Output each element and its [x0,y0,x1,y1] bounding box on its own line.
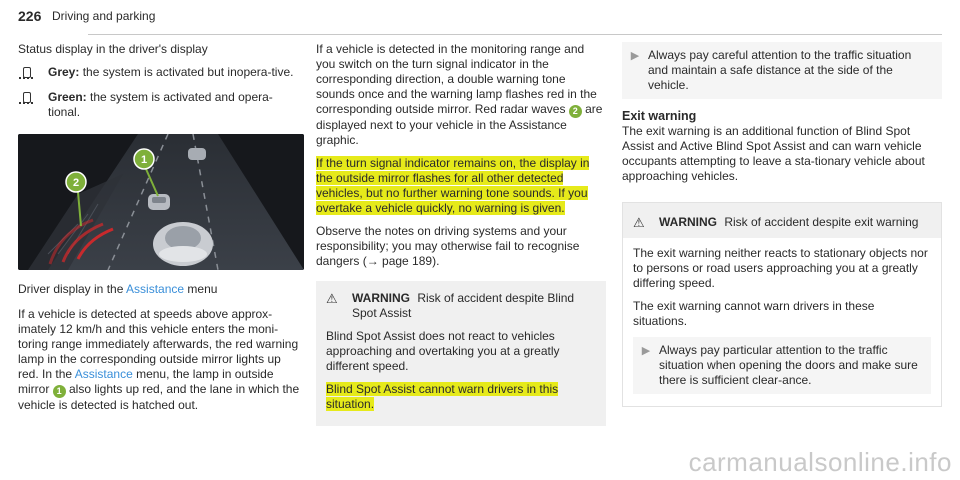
status-item-green [18,90,304,120]
detected-vehicle [148,194,170,210]
exit-warning-subtitle: Risk of accident despite exit warning [724,215,919,229]
highlight-text: If the turn signal indicator remains on, the display in the outside mirror flashes for all other detected vehicles, but no further warning tone sounds. If you overtake a vehicle quickly, no warning is given. [316,156,590,215]
turn-signal-text-a: If a vehicle is detected in the monitoring range and you switch on the turn signal indicator in the corresponding direction, a double warning tone sounds once and the warning lamp flashes red in the corresponding outside mirror. Red radar waves [316,42,597,116]
warning-triangle-icon: ⚠ [326,291,338,306]
bullet-arrow-icon: ▶ [630,50,640,62]
warning-subtitle: Risk of accident despite Blind Spot Assist [352,291,575,320]
status-label-green: Green: [48,90,87,104]
detection-text-b: menu, the lamp in outside mirror [18,367,274,396]
turn-signal-paragraph [316,42,606,148]
bullet-open-doors-text: Always pay particular attention to the traffic situation when opening the doors and make sure there is sufficient clear-ance. [659,343,918,387]
page-number: 226 [18,8,42,24]
status-text-grey: the system is activated but inopera-tive. [82,65,294,79]
caption-prefix: Driver display in the [18,282,127,296]
column-right [622,42,942,407]
blind-spot-car-icon [18,91,34,105]
caption-link-assistance[interactable]: Assistance [126,282,185,296]
page-header [18,4,942,34]
callout-badge-1: 1 [53,385,66,398]
callout-2 [66,172,86,192]
watermark: carmanualsonline.info [688,447,952,477]
warning-box-blind-spot [316,281,606,426]
exit-warning-body-2: The exit warning cannot warn drivers in these situations. [633,299,875,328]
exit-warning-description: The exit warning is an additional function of Blind Spot Assist and Active Blind Spot Assist and can warn vehicle occupants attempting to leave a sta-tionary vehicle about approaching vehicles. [622,124,925,183]
distant-vehicle [188,148,206,160]
status-item-grey [18,65,304,84]
column-left [18,42,304,421]
callout-1-label: 1 [140,154,148,166]
own-vehicle [153,222,213,266]
driver-display-illustration [18,134,304,270]
bullet-open-doors [633,337,931,394]
warning-box-exit [622,202,942,407]
exit-warning-body-1: The exit warning neither reacts to stationary objects nor to persons or road users approaching you at a greatly differing speed. [633,246,928,290]
detection-link-assistance[interactable]: Assistance [74,367,133,381]
detection-text-c: also lights up red, and the lane in which the vehicle is detected is hatched out. [18,382,300,412]
callout-1 [134,149,154,169]
figure-caption [18,282,304,297]
warning-triangle-icon: ⚠ [633,215,645,230]
driver-display-figure [18,134,304,270]
warning-header [326,291,596,321]
exit-warning-header [623,203,941,238]
turn-signal-text-b: are displayed next to your vehicle in the Assistance graphic. [316,102,603,147]
observe-notes-paragraph: Observe the notes on driving systems and your responsibility; you may otherwise fail to recognise dangers (→ page 189). [316,224,580,268]
bullet-safe-distance-text: Always pay careful attention to the traffic situation and maintain a safe distance at the side of the vehicle. [648,48,912,92]
header-divider [88,34,942,35]
exit-warning-content [623,238,941,406]
status-intro: Status display in the driver's display [18,42,208,56]
column-middle [316,42,606,426]
warning-title: WARNING [352,291,410,305]
callout-2-label: 2 [72,177,80,189]
exit-warning-title: WARNING [659,215,717,229]
detection-paragraph [18,307,304,413]
bullet-arrow-icon: ▶ [641,345,651,357]
callout-badge-2: 2 [569,105,582,118]
warning-body-text: Blind Spot Assist does not react to vehicles approaching and overtaking you at a greatly different speed. [326,329,560,373]
status-label-grey: Grey: [48,65,80,79]
section-title: Driving and parking [52,9,156,23]
warning-body [326,329,596,422]
warning-highlight-text: Blind Spot Assist cannot warn drivers in this situation. [326,382,559,411]
blind-spot-car-icon [18,66,34,80]
highlight-paragraph [316,156,606,216]
exit-warning-heading: Exit warning [622,109,697,123]
bullet-safe-distance [622,42,942,99]
detection-text-a: If a vehicle is detected at speeds above approx-imately 12 km/h and this vehicle enters the moni-toring range immediately afterwards, the red warning lamp in the corresponding outside mirror lights up red. In the [18,307,299,381]
caption-suffix: menu [184,282,218,296]
status-text-green: the system is activated and opera-tional. [48,90,273,119]
